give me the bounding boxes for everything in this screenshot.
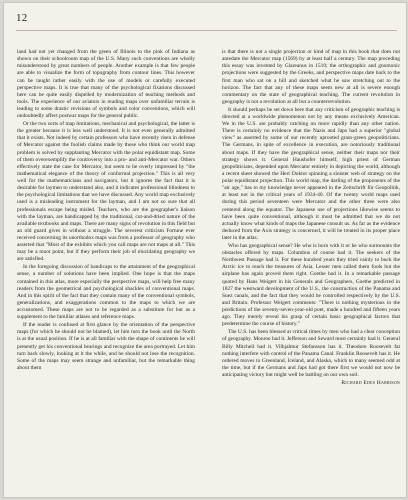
paragraph: In the foregoing discussion of handicaps to the attainment of the geographical sense, a number of solutions have been implied. One hope is that the maps contained in this atlas, more especially the perspective maps, will help free many readers from the geometrical and psychological shackles of conventional maps. And in this spirit of the fact that they contain many of the conventional symbols, generalizations, and exaggerations common to the maps to which we are accustomed. These maps are not to be regarded as a substitute for but as a supplement to the familiar atlases and reference maps. (17, 264, 195, 321)
left-column (17, 49, 195, 372)
author-signature (222, 380, 400, 387)
page-number: 12 (16, 12, 28, 24)
paragraph: It should perhaps be set down here that any criticism of geographic teaching is directed at a worldwide phenomenon not by any means exclusively American. We in the U.S. are probably catching on more rapidly than any other nation. There is certainly no evidence that the Nazis and Japs had a superior "global view" as asserted by some of our recently uprooted grass-green geopoliticians. The Germans, in spite of excellence in execution, are notoriously traditional about maps. If they have the geographical sense, neither their maps nor their strategy shows it. General Haushofer himself, high priest of German geopoliticians, depended upon Mercator entirely in depicting the world, although a recent sheet showed the Herr Doktor spinning a sinister web of strategy on the polar equidistant projection. This world map, the darling of the proponents of the "air age," has to my knowledge never appeared in the Zeitschrift für Geopolitik, at least not in the critical years of 1934-40. Of the twenty world maps used during this period seventeen were Mercator and the other three were also centered along the equator. The Japanese use of projections likewise seems to have been quite conventional, although it must be admitted that we do not actually know what kinds of maps the Japanese consult us. As far as the evidence deduced from the Axis strategy is concerned, it will be treated in its proper place later in the atlas. (222, 106, 400, 242)
paragraph: is that there is not a single projection or kind of map in this book that does not antedate the Mercator map (1569) by at least half a century. The map preceding this essay was invented by Glareanus in 1510; the orthographic and gnomonic projections were suggested by the Greeks, and perspective maps date back to the first man who sat on a hill and sketched what he saw stretching out to the horizon. The fact that any of these maps seem new at all is severe enough commentary on the state of geographical teaching. The current revolution in geography is not a revolution at all but a counterrevolution. (222, 49, 400, 105)
header-rule (16, 30, 397, 31)
paragraph: Who has geographical sense? He who is born with it or he who surmounts the obstacles offered by maps. Columbus of course had it. The seekers of the Northwest Passage had it. For these hundred years they tried vainly to buck the Arctic ice to reach the treasures of Asia. Lesser men called them fools but the airplane has again proved them right. Goethe had it. In a remarkable passage quoted by Hans Weigert in his Generals and Geographers, Goethe predicted in 1827 the westward development of the U.S., the construction of the Panama and Suez canals, and the fact that they would be controlled respectively by the U.S. and Britain. Professor Weigert comments: "There is nothing mysterious in the predictions of the seventy-seven-year-old poet, made a hundred and fifteen years ago. They merely reveal his grasp of certain basic geographical factors that predetermine the course of history." (222, 242, 400, 328)
paragraph: Or the two sorts of map limitations, mechanical and psychological, the latter is the greater because it is less well understood. It is not even generally admitted that it exists. Not indeed by certain professors who have recently risen in defense of Mercator against the foolish claims made by those who think our world map problem is solved by supplanting Mercator with the polar equidistant map. Some of them overexemplify the controversy into a pro- and anti-Mercator war. Others effectively state the case for Mercator, but seem to be overly impressed by "the mathematical elegance of the theory of conformal projection." This is all very well for the mathematicians and navigators, but it ignores the fact that it is desirable for laymen to understand also, and it indicates professional blindness to the psychological limitations that we have discussed. Any world map exclusively used is a misleading instrument for the layman, and I am not so sure that all professionals escape being misled. Teachers, who are the geographer's liaison with the layman, are handicapped by the traditional, cut-and-dried nature of the available textbooks and maps. There are many signs of revolution in this field but an old guard gives in without a struggle. The severest criticism Fortune ever received concerning its unorthodox maps was from a professor of geography who asserted that "Most of the exhibits which you call maps are not maps at all." This may be a moot point, but if they perform their job of elucidating geography we are satisfied. (17, 121, 195, 263)
right-column (222, 49, 400, 387)
book-page (4, 3, 406, 497)
paragraph: land had not yet changed from the green of Illinois to the pink of Indiana as shown on their schoolroom map of the U.S. Many such conventions are wholly misunderstood by great numbers of people. Another example is that few people are able to visualize the form of topography from contour lines. This however can be taught rather easily with the use of models or carefully executed perspective maps. It is true that many of the psychological fixations discussed here can be quite easily dispelled by modernization of teaching methods and tools. The experience of our aviators in reading maps over unfamiliar terrain is leading to some drastic revisions of symbols and color conventions, which will undoubtedly affect postwar maps for the general public. (17, 49, 195, 120)
author-name: Richard Edes Harrison (341, 380, 400, 387)
paragraph: The U.S. has been blessed at critical times by men who had a clear conception of geography. Monroe had it. Jefferson and Seward most certainly had it. General Billy Mitchell had it. Vilhjalmur Stefansson has it. Theodore Roosevelt fat nothing interfere with control of the Panama Canal. Franklin Roosevelt has it. He ordered moves to Greenland, Iceland, and Alaska, which to many seemed odd at the time, but if the Germans and Japs had got there first we would not now be anticipating victory but might well be battling on our own soil. (222, 329, 400, 379)
paragraph: If the reader is confused at first glance by the orientation of the perspective maps (for which he should not be blamed), let him turn the book until the North is at the usual position. If he is at all familiar with the shape of continents he will presently get his conventional bearings and recognize the area portrayed. Let him turn back slowly, looking at it the while, and he should not lose the recognition. Some of the maps may seem strange and unfamiliar, but the remarkable thing about them (17, 322, 195, 371)
